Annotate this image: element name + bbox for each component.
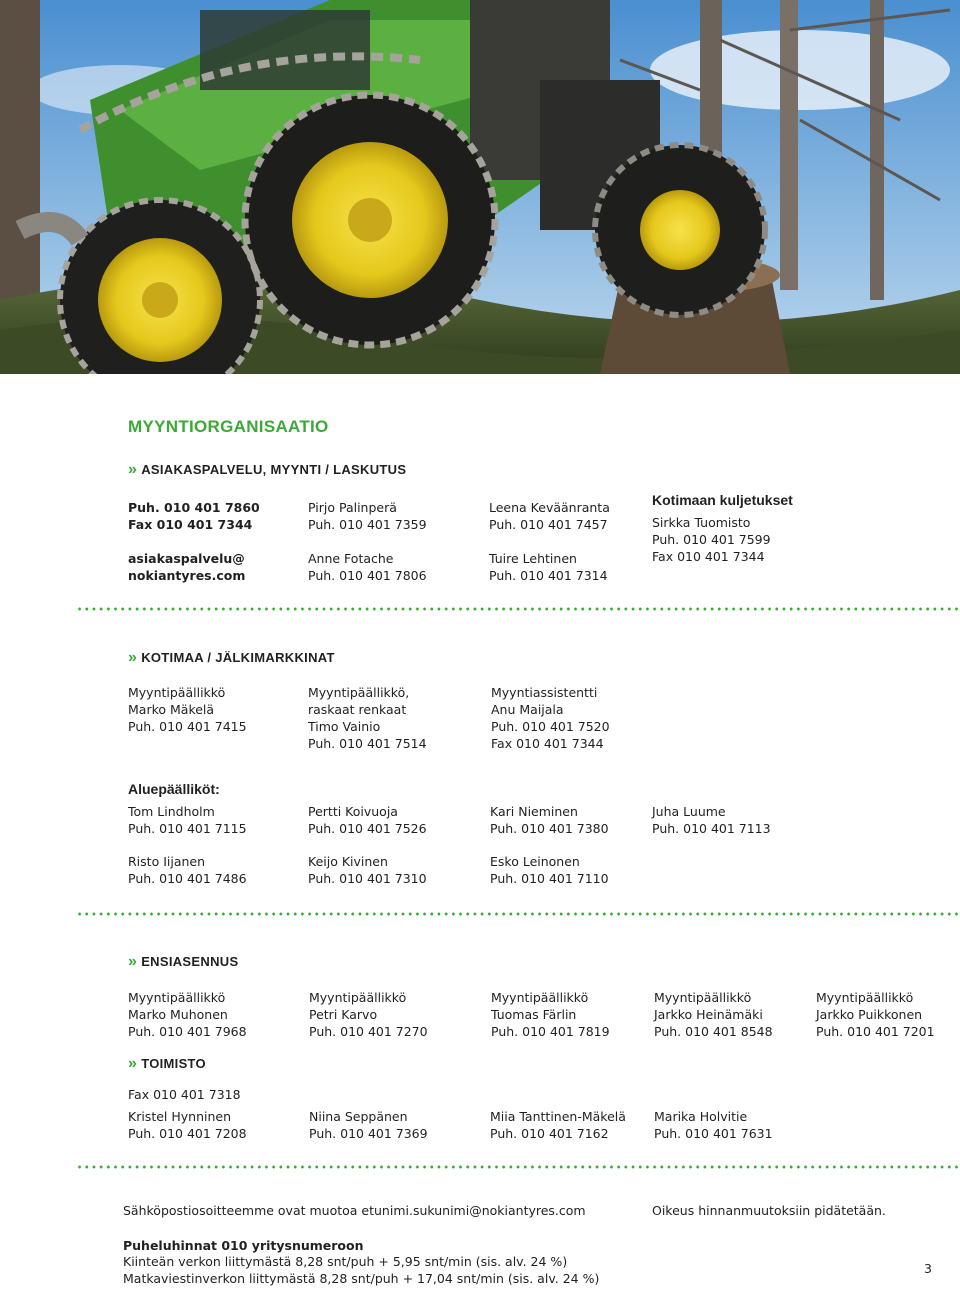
contact-column (491, 989, 610, 1040)
email-line: nokiantyres.com (128, 568, 246, 583)
phone-number: Puh. 010 401 7113 (652, 821, 771, 836)
double-chevron-icon: » (128, 649, 138, 666)
contact-name: Leena Keväänranta (489, 500, 610, 515)
phone-number: Puh. 010 401 7457 (489, 517, 608, 532)
phone-number: Puh. 010 401 7526 (308, 821, 427, 836)
contact-name: Marko Mäkelä (128, 702, 215, 717)
contact-name: Marko Muhonen (128, 1007, 228, 1022)
fax-number: Fax 010 401 7318 (128, 1087, 241, 1102)
contact-name: Anu Maijala (491, 702, 564, 717)
contact-name: Anne Fotache (308, 551, 394, 566)
contact-column (308, 499, 427, 584)
contact-column (128, 1108, 247, 1142)
phone-number: Puh. 010 401 7359 (308, 517, 427, 532)
section-heading-kotimaa (128, 649, 335, 667)
job-title: Myyntipäällikkö (816, 990, 914, 1005)
contact-name: Tuire Lehtinen (489, 551, 577, 566)
phone-number: Puh. 010 401 7819 (491, 1024, 610, 1039)
contact-column (652, 514, 771, 565)
contact-column (654, 989, 773, 1040)
phone-number: Puh. 010 401 7369 (309, 1126, 428, 1141)
price-change-note: Oikeus hinnanmuutoksiin pidätetään. (652, 1203, 886, 1218)
contact-column (652, 803, 771, 837)
contact-name: Esko Leinonen (490, 854, 580, 869)
double-chevron-icon: » (128, 953, 138, 970)
dotted-divider (76, 607, 960, 611)
contact-name: Sirkka Tuomisto (652, 515, 751, 530)
contact-name: Pertti Koivuoja (308, 804, 398, 819)
contact-name: Marika Holvitie (654, 1109, 748, 1124)
page-number: 3 (924, 1261, 932, 1276)
fax-number: Fax 010 401 7344 (128, 517, 253, 532)
contact-name: Timo Vainio (308, 719, 381, 734)
phone-number: Puh. 010 401 7486 (128, 871, 247, 886)
forest-harvester-photo (0, 0, 960, 374)
contact-name: Kari Nieminen (490, 804, 578, 819)
job-title: Myyntipäällikkö (491, 990, 589, 1005)
job-title: Myyntipäällikkö (654, 990, 752, 1005)
phone-number: Puh. 010 401 7115 (128, 821, 247, 836)
double-chevron-icon: » (128, 461, 138, 478)
contact-name: Miia Tanttinen-Mäkelä (490, 1109, 626, 1124)
phone-number: Puh. 010 401 7968 (128, 1024, 247, 1039)
phone-number: Puh. 010 401 7860 (128, 500, 260, 515)
contact-name: Niina Seppänen (309, 1109, 408, 1124)
contact-column (308, 684, 427, 752)
phone-number: Puh. 010 401 7631 (654, 1126, 773, 1141)
job-title: raskaat renkaat (308, 702, 407, 717)
contact-name: Kristel Hynninen (128, 1109, 232, 1124)
contact-name: Jarkko Puikkonen (816, 1007, 923, 1022)
contact-column (128, 853, 247, 887)
kuljetukset-heading: Kotimaan kuljetukset (652, 492, 793, 508)
contact-column (490, 853, 609, 887)
section-heading-label: KOTIMAA / JÄLKIMARKKINAT (141, 650, 335, 665)
contact-name: Jarkko Heinämäki (654, 1007, 763, 1022)
contact-column (308, 853, 427, 887)
contact-column (491, 684, 610, 752)
phone-number: Puh. 010 401 7270 (309, 1024, 428, 1039)
contact-column (128, 989, 247, 1040)
phone-number: Puh. 010 401 7415 (128, 719, 247, 734)
job-title: Myyntipäällikkö (128, 990, 226, 1005)
contact-name: Pirjo Palinperä (308, 500, 397, 515)
phone-number: Puh. 010 401 7110 (490, 871, 609, 886)
contact-column (309, 989, 428, 1040)
contact-name: Juha Luume (652, 804, 726, 819)
contact-column (490, 803, 609, 837)
job-title: Myyntipäällikkö (128, 685, 226, 700)
email-format-note: Sähköpostiosoitteemme ovat muotoa etunimi.sukunimi@nokiantyres.com (123, 1203, 586, 1218)
section-heading-asiakaspalvelu (128, 461, 406, 479)
job-title: Myyntipäällikkö, (308, 685, 410, 700)
contact-column (128, 803, 247, 837)
contact-name: Keijo Kivinen (308, 854, 388, 869)
contact-name: Tuomas Färlin (491, 1007, 577, 1022)
section-heading-label: ENSIASENNUS (141, 954, 239, 969)
contact-column (654, 1108, 773, 1142)
phone-number: Puh. 010 401 7208 (128, 1126, 247, 1141)
double-chevron-icon: » (128, 1055, 138, 1072)
phone-number: Puh. 010 401 7162 (490, 1126, 609, 1141)
contact-column (309, 1108, 428, 1142)
dotted-divider (76, 1165, 960, 1169)
contact-column (816, 989, 935, 1040)
contact-name: Petri Karvo (309, 1007, 378, 1022)
page-title: MYYNTIORGANISAATIO (128, 417, 329, 436)
section-heading-ensiasennus (128, 953, 238, 971)
phone-number: Puh. 010 401 7599 (652, 532, 771, 547)
contact-column (308, 803, 427, 837)
job-title: Myyntipäällikkö (309, 990, 407, 1005)
phone-number: Puh. 010 401 7310 (308, 871, 427, 886)
contact-column (489, 499, 610, 584)
phone-number: Puh. 010 401 7806 (308, 568, 427, 583)
phone-number: Puh. 010 401 7514 (308, 736, 427, 751)
contact-name: Risto Iijanen (128, 854, 206, 869)
contact-column (128, 499, 260, 584)
call-prices-title: Puheluhinnat 010 yritysnumeroon (123, 1238, 364, 1253)
hero-photo (0, 0, 960, 374)
section-heading-label: TOIMISTO (141, 1056, 206, 1071)
dotted-divider (76, 912, 960, 916)
phone-number: Puh. 010 401 8548 (654, 1024, 773, 1039)
contact-name: Tom Lindholm (128, 804, 215, 819)
contact-column (128, 684, 247, 735)
job-title: Myyntiassistentti (491, 685, 598, 700)
phone-number: Puh. 010 401 7201 (816, 1024, 935, 1039)
section-heading-toimisto (128, 1055, 206, 1073)
call-price-line: Matkaviestinverkon liittymästä 8,28 snt/puh + 17,04 snt/min (sis. alv. 24 %) (123, 1271, 600, 1286)
fax-number: Fax 010 401 7344 (652, 549, 765, 564)
contact-column (490, 1108, 626, 1142)
aluepaallikot-heading: Aluepäälliköt: (128, 781, 220, 797)
section-heading-label: ASIAKASPALVELU, MYYNTI / LASKUTUS (141, 462, 407, 477)
email-line: asiakaspalvelu@ (128, 551, 245, 566)
call-price-line: Kiinteän verkon liittymästä 8,28 snt/puh + 5,95 snt/min (sis. alv. 24 %) (123, 1254, 568, 1269)
phone-number: Puh. 010 401 7520 (491, 719, 610, 734)
phone-number: Puh. 010 401 7314 (489, 568, 608, 583)
phone-number: Puh. 010 401 7380 (490, 821, 609, 836)
fax-number: Fax 010 401 7344 (491, 736, 604, 751)
